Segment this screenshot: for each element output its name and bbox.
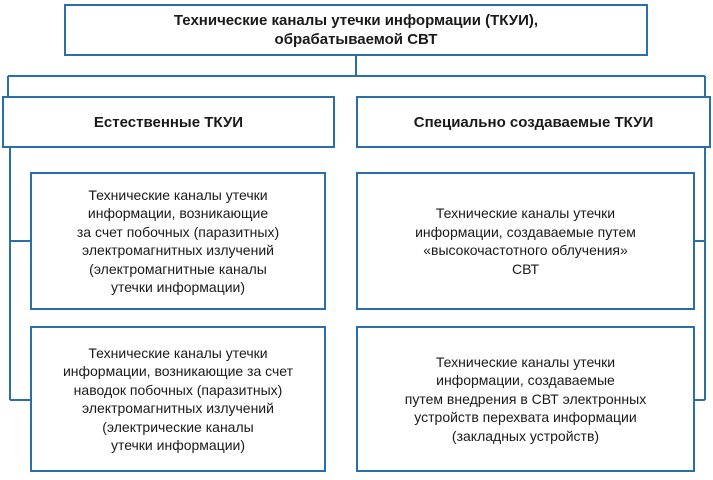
- node-electromagnetic-channels: [30, 172, 326, 310]
- root-node: [64, 4, 648, 56]
- root-title: Технические каналы утечки информации (ТКУИ), обрабатываемой СВТ: [173, 12, 539, 48]
- category-special-label: Специально создаваемые ТКУИ: [413, 113, 654, 131]
- category-natural: [2, 96, 335, 148]
- node-text: Технические каналы утечки информации, возникающие за счет наводок побочных (паразитных) электромагнитных излучений (электрические каналы утечки информации): [62, 344, 294, 453]
- node-text: Технические каналы утечки информации, возникающие за счет побочных (паразитных) электромагнитных излучений (электромагнитные каналы утечки информации): [76, 186, 280, 295]
- category-special: [356, 96, 711, 148]
- node-electrical-channels: [30, 326, 326, 472]
- node-embedded-devices-channels: [356, 326, 695, 472]
- category-natural-label: Естественные ТКУИ: [93, 113, 244, 131]
- node-text: Технические каналы утечки информации, создаваемые путем внедрения в СВТ электронных устройств перехвата информации (закладных устройств): [404, 353, 647, 444]
- node-text: Технические каналы утечки информации, создаваемые путем «высокочастотного облучения» СВТ: [415, 205, 636, 277]
- node-hf-irradiation-channels: [356, 172, 695, 310]
